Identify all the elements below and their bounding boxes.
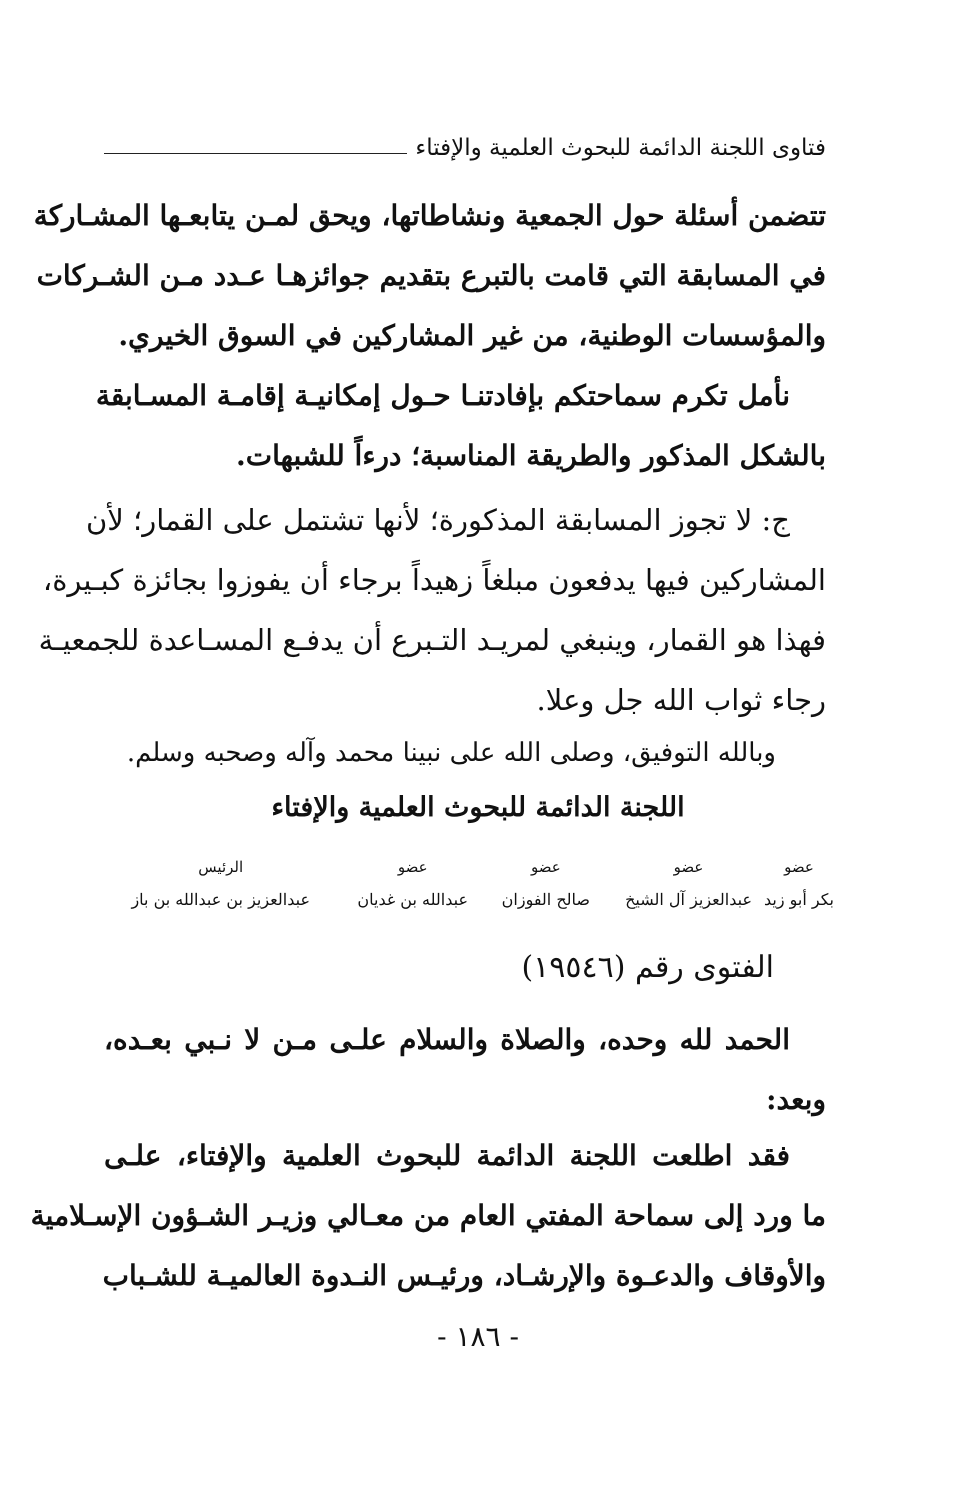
header-rule	[104, 153, 407, 154]
running-header	[104, 128, 826, 168]
fatwa-number: الفتوى رقم (١٩٥٤٦)	[521, 950, 774, 985]
text-line: فهذا هو القمار، وينبغي لمريـد التـبرع أن يدفـع المسـاعدة للجمعيـة	[38, 623, 826, 657]
signatory-role: عضو	[397, 858, 428, 876]
text-line: المشاركين فيها يدفعون مبلغاً زهيداً برجاء أن يفوزوا بجائزة كبـيرة،	[42, 563, 826, 597]
text-line: والأوقاف والدعـوة والإرشـاد، ورئيـس النـدوة العالميـة للشـباب	[102, 1259, 826, 1292]
signatory-name: عبدالله بن غديان	[357, 890, 468, 909]
text-line: بالشكل المذكور والطريقة المناسبة؛ درءاً للشبهات.	[236, 439, 826, 472]
question-paragraph-2	[95, 366, 826, 486]
signatory-role: عضو	[784, 858, 814, 876]
page-number: - ١٨٦ -	[437, 1320, 519, 1353]
signatory-name: عبدالعزيز بن عبدالله بن باز	[131, 890, 310, 909]
text-line: ما ورد إلى سماحة المفتي العام من معـالي وزيـر الشـؤون الإسـلامية	[30, 1199, 826, 1232]
question-paragraph-1	[33, 186, 826, 366]
text-line: نأمل تكرم سماحتكم بإفادتنـا حـول إمكانيـة إقامـة المسـابقة	[95, 379, 790, 412]
text-line: تتضمن أسئلة حول الجمعية ونشاطاتها، ويحق لمـن يتابعـها المشـاركة	[33, 199, 826, 232]
text-line: فقد اطلعت اللجنة الدائمة للبحوث العلمية والإفتاء، علـى	[104, 1139, 790, 1172]
text-line: والمؤسسات الوطنية، من غير المشاركين في السوق الخيري.	[118, 319, 826, 352]
signatory	[131, 852, 310, 918]
signatory	[625, 852, 752, 918]
signatory-name: بكر أبو زيد	[763, 890, 834, 909]
text-line: في المسابقة التي قامت بالتبرع بتقديم جوائزهـا عـدد مـن الشـركات	[36, 259, 826, 292]
signatory-name: صالح الفوزان	[501, 890, 590, 909]
signatory-name: عبدالعزيز آل الشيخ	[625, 890, 752, 909]
running-header-title: فتاوى اللجنة الدائمة للبحوث العلمية والإفتاء	[415, 135, 826, 161]
committee-title: اللجنة الدائمة للبحوث العلمية والإفتاء	[271, 792, 685, 823]
intro-paragraph	[104, 1010, 826, 1130]
signatory	[764, 852, 834, 918]
signatory-role: عضو	[530, 858, 561, 876]
signatures-block	[110, 852, 834, 932]
text-line: الحمد لله وحده، والصلاة والسلام علـى مـن لا نـبي بعـده،	[104, 1023, 790, 1056]
signatory-role: عضو	[673, 858, 704, 876]
text-line: رجاء ثواب الله جل وعلا.	[536, 683, 826, 717]
answer-paragraph	[38, 490, 826, 730]
text-line: وبعد:	[766, 1083, 826, 1116]
signatory	[357, 852, 468, 918]
signatory	[502, 852, 590, 918]
closing-salutation: وبالله التوفيق، وصلى الله على نبينا محمد وآله وصحبه وسلم.	[126, 738, 776, 768]
text-line: ج: لا تجوز المسابقة المذكورة؛ لأنها تشتمل على القمار؛ لأن	[85, 503, 790, 537]
body-paragraph	[30, 1126, 826, 1306]
signatory-role: الرئيس	[198, 858, 244, 876]
